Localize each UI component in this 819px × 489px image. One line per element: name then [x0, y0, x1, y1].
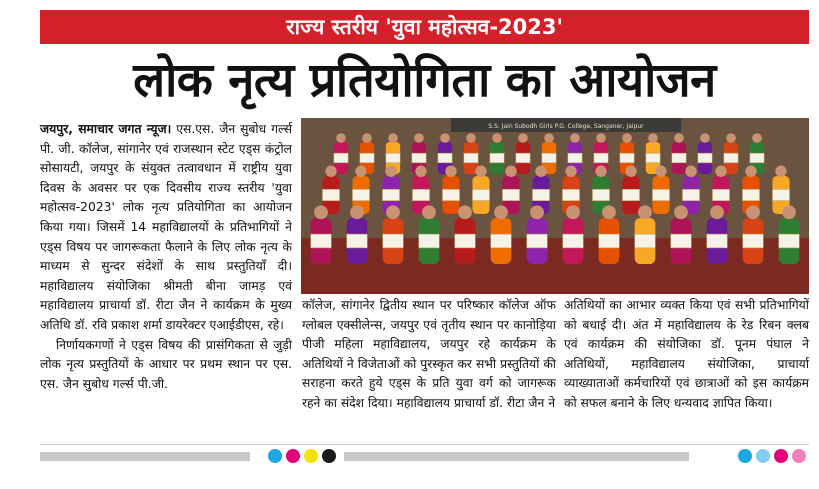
participant-head [386, 205, 400, 219]
certificate [322, 189, 339, 200]
participant-head [775, 166, 786, 177]
certificate [412, 153, 426, 163]
participant-head [362, 133, 372, 143]
participant-head [746, 205, 760, 219]
certificate [620, 153, 634, 163]
certificate [592, 189, 609, 200]
participant-head [685, 166, 696, 177]
certificate [386, 153, 400, 163]
certificate [502, 189, 519, 200]
participant-head [745, 166, 756, 177]
article-column-3 [564, 296, 809, 414]
participant-head [440, 133, 450, 143]
registration-dot-light-cyan-right [756, 449, 770, 463]
participant-head [336, 133, 346, 143]
certificate [352, 189, 369, 200]
certificate [562, 189, 579, 200]
certificate [635, 234, 656, 248]
paragraph-2: निर्णायकगणों ने एड्स विषय की प्रासंगिकता से जुड़ी लोक नृत्य प्रस्तुतियों के आधार पर प्रथम स्थान पर एस. एस. जैन सुबोध गर्ल्स पी.जी. [40, 337, 292, 391]
registration-dot-cyan-right [738, 449, 752, 463]
print-bar-left [40, 452, 250, 461]
registration-dot-magenta-right [774, 449, 788, 463]
certificate [542, 153, 556, 163]
participant-head [648, 133, 658, 143]
headline: लोक नृत्य प्रतियोगिता का आयोजन [133, 53, 716, 108]
divider [40, 444, 809, 445]
certificate [779, 234, 800, 248]
registration-dot-pink-right [792, 449, 806, 463]
certificate [652, 189, 669, 200]
participant-head [565, 166, 576, 177]
certificate [682, 189, 699, 200]
certificate [622, 189, 639, 200]
certificate [491, 234, 512, 248]
participant-head [674, 205, 688, 219]
certificate [724, 153, 738, 163]
certificate [347, 234, 368, 248]
participant-head [414, 133, 424, 143]
certificate [442, 189, 459, 200]
participant-head [494, 205, 508, 219]
certificate [563, 234, 584, 248]
participant-head [655, 166, 666, 177]
participant-head [782, 205, 796, 219]
certificate [743, 234, 764, 248]
participant-head [752, 133, 762, 143]
participant-head [314, 205, 328, 219]
registration-dot-yellow [304, 449, 318, 463]
certificate [360, 153, 374, 163]
registration-dot-magenta [286, 449, 300, 463]
certificate [772, 189, 789, 200]
participant-head [475, 166, 486, 177]
certificate [464, 153, 478, 163]
certificate [599, 234, 620, 248]
certificate [698, 153, 712, 163]
certificate [438, 153, 452, 163]
participant-head [535, 166, 546, 177]
participant-head [325, 166, 336, 177]
participant-head [415, 166, 426, 177]
certificate [383, 234, 404, 248]
participant-head [458, 205, 472, 219]
participant-head [595, 166, 606, 177]
certificate [527, 234, 548, 248]
participant-head [518, 133, 528, 143]
participant-head [710, 205, 724, 219]
certificate [382, 189, 399, 200]
certificate [472, 189, 489, 200]
registration-dot-black [322, 449, 336, 463]
participant-head [715, 166, 726, 177]
paragraph-3: कॉलेज, सांगानेर द्वितीय स्थान पर परिष्कार कॉलेज ऑफ ग्लोबल एक्सीलेन्स, जयपुर एवं तृतीय स्थान पर कानोड़िया पीजी महिला महाविद्यालय, जयपुर रहे कार्यक्रम के अतिथियों ने विजेताओं को पुरस्कृत कर सभी प्रस्तुतियों की सराहना करते हुये एड्स के प्रति युवा वर्ग को जागरूक रहने का संदेश दिया। महाविद्यालय प्राचार्या डॉ. रीटा जैन ने [302, 298, 556, 410]
participant-head [674, 133, 684, 143]
certificate [455, 234, 476, 248]
participant-head [388, 133, 398, 143]
certificate [516, 153, 530, 163]
certificate [712, 189, 729, 200]
participant-head [422, 205, 436, 219]
certificate [707, 234, 728, 248]
participant-head [492, 133, 502, 143]
participant-head [566, 205, 580, 219]
paragraph-4: अतिथियों का आभार व्यक्त किया एवं सभी प्रतिभागियों को बधाई दी। अंत में महाविद्यालय के रेड रिबन क्लब एवं कार्यक्रम की संयोजिका डॉ. पूनम पंघाल ने अतिथियों, महाविद्यालय संयोजिका, प्राचार्या व्याख्याताओं कर्मचारियों एवं छात्राओं को इस कार्यक्रम को सफल बनाने के लिए धन्यवाद ज्ञापित किया। [564, 298, 809, 410]
participant-head [570, 133, 580, 143]
certificate [419, 234, 440, 248]
participant-head [466, 133, 476, 143]
participant-head [700, 133, 710, 143]
article-column-2 [302, 296, 556, 414]
dateline: जयपुर, समाचार जगत न्यूज। [40, 122, 172, 136]
participant-head [602, 205, 616, 219]
certificate [311, 234, 332, 248]
certificate [671, 234, 692, 248]
certificate [742, 189, 759, 200]
event-photo [301, 118, 809, 294]
participant-head [385, 166, 396, 177]
article-column-1 [40, 120, 292, 394]
paragraph-1: एस.एस. जैन सुबोध गर्ल्स पी. जी. कॉलेज, सांगानेर एवं राजस्थान स्टेट एड्स कंट्रोल सोसायटी, जयपुर के संयुक्त तत्वावधान में राष्ट्रीय युवा दिवस के अवसर पर एक दिवसीय राज्य स्तरीय 'युवा महोत्सव-2023' लोक नृत्य प्रतियोगिता का आयोजन किया गया। जिसमें 14 महाविद्यालयों के प्रतिभागियों ने एड्स विषय पर जागरूकता फैलाने के लिए लोक नृत्य के माध्यम से सुन्दर संदेशों के साथ प्रस्तुतियाँ दी। महाविद्यालय संयोजिका श्रीमती बीना जामड़ एवं महाविद्यालय प्राचार्या डॉ. रीटा जैन ने कार्यक्रम के मुख्य अतिथि डॉ. रवि प्रकाश शर्मा डायरेक्टर एआईडीएस, रहे। [40, 122, 293, 332]
registration-dot-cyan [268, 449, 282, 463]
backdrop-text: S.S. Jain Subodh Girls P.G. College, Sanganer, Jaipur [488, 123, 644, 130]
certificate [750, 153, 764, 163]
print-bar-mid [344, 452, 689, 461]
group-photo-illustration [301, 118, 809, 294]
certificate [568, 153, 582, 163]
participant-head [445, 166, 456, 177]
certificate [490, 153, 504, 163]
section-banner [40, 10, 809, 44]
participant-head [622, 133, 632, 143]
participant-head [505, 166, 516, 177]
participant-head [596, 133, 606, 143]
certificate [594, 153, 608, 163]
participant-head [355, 166, 366, 177]
participant-head [726, 133, 736, 143]
participant-head [638, 205, 652, 219]
participant-head [625, 166, 636, 177]
participant-head [350, 205, 364, 219]
participant-head [544, 133, 554, 143]
certificate [334, 153, 348, 163]
banner-text: राज्य स्तरीय 'युवा महोत्सव-2023' [286, 15, 563, 39]
certificate [672, 153, 686, 163]
participant-head [530, 205, 544, 219]
certificate [646, 153, 660, 163]
certificate [532, 189, 549, 200]
certificate [412, 189, 429, 200]
